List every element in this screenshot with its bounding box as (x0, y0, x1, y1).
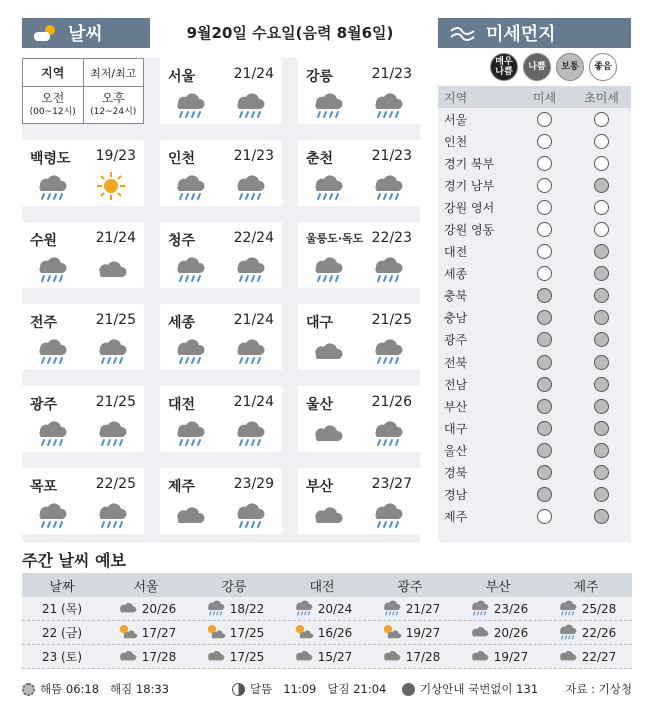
city-temp: 21/24 (95, 230, 136, 246)
pm25-circle (594, 399, 609, 414)
pm10-circle (537, 266, 552, 281)
key-minmax: 최저/최고 (90, 66, 137, 80)
pm25-circle (594, 244, 609, 259)
cloud-icon (468, 646, 490, 667)
weekly-cell: 22/27 (542, 646, 630, 667)
city-cell (160, 58, 282, 124)
weekly-cell: 22/26 (542, 622, 630, 643)
key-region: 지역 (23, 59, 84, 86)
cloud-icon (204, 646, 226, 667)
city-temp: 22/24 (233, 230, 274, 246)
dust-region: 경기 북부 (444, 156, 495, 171)
rain-icon (94, 335, 128, 365)
rain-icon (172, 253, 206, 283)
city-cell (22, 140, 144, 206)
city-cell (298, 222, 420, 288)
dust-region: 부산 (444, 399, 468, 414)
city-name: 청주 (168, 233, 196, 249)
pm25-circle (594, 332, 609, 347)
pm10-circle (537, 332, 552, 347)
weekly-date: 21 (목) (41, 602, 83, 616)
weekly-cell: 17/25 (190, 622, 278, 643)
city-cell (22, 222, 144, 288)
rain-icon (370, 253, 404, 283)
rain-icon (232, 335, 266, 365)
dust-row (438, 307, 631, 329)
weekly-title: 주간 날씨 예보 (22, 551, 126, 570)
pm25-circle (594, 200, 609, 215)
pm25-circle (594, 156, 609, 171)
sun-icon (22, 683, 35, 696)
city-temp: 21/24 (233, 394, 274, 410)
dust-row (438, 174, 631, 196)
weekly-city: 부산 (485, 579, 511, 595)
weekly-date: 22 (금) (41, 626, 83, 640)
rain-icon (94, 417, 128, 447)
pm25-circle (594, 288, 609, 303)
pm10-circle (537, 134, 552, 149)
city-name: 서울 (168, 69, 196, 85)
pm10-circle (537, 443, 552, 458)
cloud-icon (310, 335, 344, 365)
dust-row (438, 196, 631, 218)
rain-icon (370, 335, 404, 365)
dust-region: 경북 (444, 466, 468, 481)
rain-icon (204, 598, 226, 619)
rain-icon (232, 499, 266, 529)
city-temp: 21/23 (371, 148, 412, 164)
dust-header (438, 18, 631, 48)
dust-row (438, 329, 631, 351)
pm10-circle (537, 377, 552, 392)
dust-region: 울산 (444, 443, 468, 458)
dust-region: 전남 (444, 377, 468, 392)
pm25-circle (594, 377, 609, 392)
suncloud-icon (116, 622, 138, 643)
dust-row (438, 130, 631, 152)
weekly-cell: 20/24 (278, 598, 366, 619)
rain-icon (34, 499, 68, 529)
legend-0: 매우나쁨 (490, 53, 518, 81)
city-name: 세종 (168, 315, 196, 331)
city-cell (22, 386, 144, 452)
city-weather-grid (22, 58, 420, 542)
dust-title: 미세먼지 (486, 24, 556, 45)
dust-region: 제주 (444, 510, 468, 525)
weekly-cell: 15/27 (278, 646, 366, 667)
weather-header (22, 18, 150, 48)
weekly-city: 서울 (133, 579, 159, 595)
pm10-circle (537, 465, 552, 480)
rain-icon (370, 171, 404, 201)
weekly-cell: 20/26 (454, 622, 542, 643)
city-cell (160, 386, 282, 452)
city-temp: 21/23 (371, 66, 412, 82)
city-name: 목포 (30, 479, 58, 495)
key-am: 오전 (00~12시) (23, 87, 84, 123)
rain-icon (232, 417, 266, 447)
grid-key (22, 58, 144, 124)
pm25-circle (594, 112, 609, 127)
city-name: 강릉 (306, 69, 334, 85)
city-name: 대전 (168, 397, 196, 413)
suncloud-icon (292, 622, 314, 643)
weekly-city: 광주 (397, 579, 423, 595)
pm10-circle (537, 310, 552, 325)
weekly-cell: 17/28 (102, 646, 190, 667)
city-cell (160, 140, 282, 206)
pm10-circle (537, 487, 552, 502)
sun-icon (94, 171, 128, 201)
rain-icon (310, 171, 344, 201)
date-label: 9월20일 수요일(음력 8월6일) (186, 24, 394, 42)
rain-icon (380, 598, 402, 619)
city-cell (298, 140, 420, 206)
rain-icon (34, 253, 68, 283)
weekly-city: 제주 (573, 579, 599, 595)
weekly-cell: 19/27 (454, 646, 542, 667)
pm10-circle (537, 156, 552, 171)
pm10-circle (537, 399, 552, 414)
city-cell (298, 304, 420, 370)
dust-row (438, 506, 631, 528)
cloud-icon (94, 253, 128, 283)
city-temp: 23/29 (233, 476, 274, 492)
city-cell (22, 468, 144, 534)
dust-region: 대전 (444, 245, 468, 260)
dust-region: 경기 남부 (444, 178, 495, 193)
pm25-circle (594, 487, 609, 502)
cloud-icon (310, 417, 344, 447)
weekly-cell: 17/27 (102, 622, 190, 643)
rain-icon (172, 89, 206, 119)
rain-icon (468, 598, 490, 619)
city-temp: 19/23 (95, 148, 136, 164)
dust-row (438, 218, 631, 240)
weekly-cell: 23/26 (454, 598, 542, 619)
dust-header-row: 지역 미세 초미세 (438, 86, 631, 108)
cloud-icon (116, 598, 138, 619)
dust-region: 서울 (444, 112, 468, 127)
dust-row (438, 484, 631, 506)
pm10-circle (537, 288, 552, 303)
dust-region: 광주 (444, 333, 468, 348)
pm25-circle (594, 465, 609, 480)
city-cell (22, 304, 144, 370)
cloud-icon (116, 646, 138, 667)
dust-row (438, 152, 631, 174)
city-temp: 21/25 (95, 394, 136, 410)
rain-icon (232, 89, 266, 119)
city-temp: 21/25 (371, 312, 412, 328)
sun-cloud-icon (32, 22, 60, 44)
weekly-city: 대전 (309, 579, 335, 595)
dust-row (438, 351, 631, 373)
pm25-circle (594, 266, 609, 281)
dust-row (438, 462, 631, 484)
pm10-circle (537, 421, 552, 436)
dust-row (438, 241, 631, 263)
weekly-cell: 16/26 (278, 622, 366, 643)
pm25-circle (594, 134, 609, 149)
dust-row (438, 373, 631, 395)
pm25-circle (594, 355, 609, 370)
cloud-icon (380, 646, 402, 667)
dust-legend (490, 53, 617, 81)
city-name: 제주 (168, 479, 196, 495)
weekly-date: 23 (토) (41, 650, 83, 664)
legend-2: 보통 (556, 53, 584, 81)
city-temp: 21/24 (233, 66, 274, 82)
weather-title: 날씨 (68, 24, 103, 45)
cloud-icon (172, 499, 206, 529)
source: 자료 : 기상청 (565, 682, 632, 696)
city-temp: 23/27 (371, 476, 412, 492)
dust-region: 대구 (444, 421, 468, 436)
weekly-cell: 20/26 (102, 598, 190, 619)
weekly-cell: 17/28 (366, 646, 454, 667)
city-name: 광주 (30, 397, 58, 413)
dust-row (438, 285, 631, 307)
moon-icon (232, 683, 245, 696)
rain-icon (370, 89, 404, 119)
suncloud-icon (204, 622, 226, 643)
weekly-row (22, 645, 632, 669)
legend-1: 나쁨 (523, 53, 551, 81)
rain-icon (172, 335, 206, 365)
city-name: 전주 (30, 315, 58, 331)
dust-row (438, 395, 631, 417)
city-temp: 21/23 (233, 148, 274, 164)
city-temp: 21/26 (371, 394, 412, 410)
pm10-circle (537, 200, 552, 215)
city-cell (298, 386, 420, 452)
pm10-circle (537, 178, 552, 193)
city-temp: 22/23 (371, 230, 412, 246)
rain-icon (34, 417, 68, 447)
rain-icon (94, 499, 128, 529)
weekly-cell: 21/27 (366, 598, 454, 619)
rain-icon (556, 598, 578, 619)
city-name: 부산 (306, 479, 334, 495)
weekly-cell: 25/28 (542, 598, 630, 619)
footer: 해뜸 06:18 해짐 18:33 달뜸 11:09 달짐 21:04 기상안내 국번없이 131 자료 : 기상청 (22, 678, 632, 700)
city-name: 수원 (30, 233, 58, 249)
city-name: 울산 (306, 397, 334, 413)
dust-region: 세종 (444, 267, 468, 282)
weekly-header: 날짜 서울 강릉 대전 광주 부산 제주 (22, 573, 632, 597)
weekly-row (22, 597, 632, 621)
rain-icon (172, 417, 206, 447)
pm10-circle (537, 112, 552, 127)
city-cell (160, 304, 282, 370)
city-name: 춘천 (306, 151, 334, 167)
dust-region: 전북 (444, 355, 468, 370)
city-temp: 22/25 (95, 476, 136, 492)
rain-icon (34, 335, 68, 365)
rain-icon (292, 598, 314, 619)
weekly-table (22, 573, 632, 669)
pm10-circle (537, 222, 552, 237)
rain-icon (370, 417, 404, 447)
cloud-icon (292, 646, 314, 667)
suncloud-icon (380, 622, 402, 643)
legend-3: 좋음 (589, 53, 617, 81)
city-cell (298, 58, 420, 124)
key-pm: 오후 (12~24시) (90, 91, 137, 117)
dust-row (438, 108, 631, 130)
pm10-circle (537, 244, 552, 259)
cloud-icon (468, 622, 490, 643)
weekly-cell: 17/25 (190, 646, 278, 667)
pm25-circle (594, 310, 609, 325)
city-name: 대구 (306, 315, 334, 331)
pm10-circle (537, 355, 552, 370)
dust-region: 충북 (444, 289, 468, 304)
dust-region: 충남 (444, 311, 468, 326)
dust-region: 경남 (444, 488, 468, 503)
rain-icon (172, 171, 206, 201)
pm25-circle (594, 178, 609, 193)
pm25-circle (594, 509, 609, 524)
city-cell (298, 468, 420, 534)
dust-row (438, 263, 631, 285)
dust-row (438, 417, 631, 439)
dust-region: 인천 (444, 134, 468, 149)
pm10-circle (537, 509, 552, 524)
city-name: 울릉도·독도 (306, 232, 364, 245)
pm25-circle (594, 222, 609, 237)
weekly-cell: 18/22 (190, 598, 278, 619)
city-name: 인천 (168, 151, 196, 167)
dust-row (438, 439, 631, 461)
city-temp: 21/24 (233, 312, 274, 328)
dust-region: 강원 영서 (444, 200, 495, 215)
city-cell (160, 222, 282, 288)
dust-region: 강원 영동 (444, 223, 495, 238)
cloud-icon (310, 499, 344, 529)
cloud-icon (556, 646, 578, 667)
wind-icon (448, 23, 478, 43)
city-name: 백령도 (30, 151, 71, 167)
weekly-city: 강릉 (221, 579, 247, 595)
rain-icon (34, 171, 68, 201)
rain-icon (232, 253, 266, 283)
pm25-circle (594, 421, 609, 436)
city-temp: 21/25 (95, 312, 136, 328)
dust-table (438, 86, 631, 542)
weekly-row (22, 621, 632, 645)
rain-icon (556, 622, 578, 643)
rain-icon (310, 253, 344, 283)
rain-icon (370, 499, 404, 529)
city-cell (160, 468, 282, 534)
weekly-cell: 19/27 (366, 622, 454, 643)
rain-icon (310, 89, 344, 119)
phone-icon (402, 683, 415, 696)
rain-icon (232, 171, 266, 201)
pm25-circle (594, 443, 609, 458)
